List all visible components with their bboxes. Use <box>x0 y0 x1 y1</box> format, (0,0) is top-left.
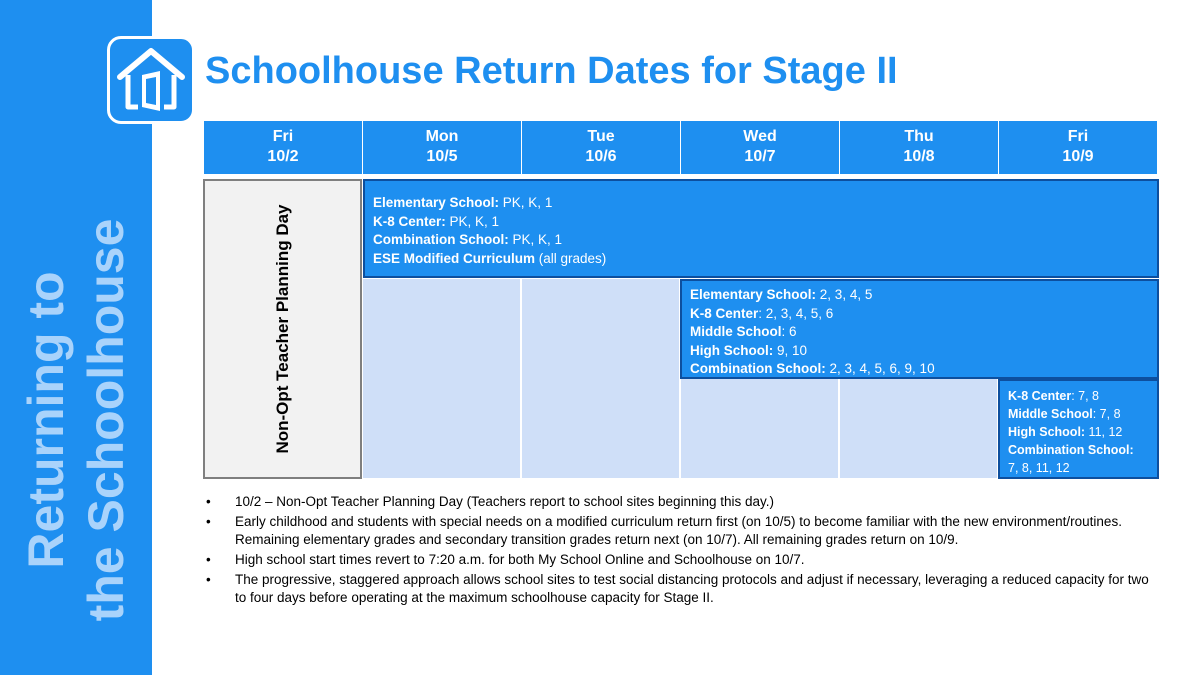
block-line: Middle School: 6 <box>690 324 797 339</box>
block-line: Combination School: PK, K, 1 <box>373 232 563 247</box>
day-name: Tue <box>587 128 615 145</box>
return-block-10-7 <box>680 279 1159 379</box>
sidebar-title <box>16 219 136 622</box>
block-line: Combination School: 2, 3, 4, 5, 6, 9, 10 <box>690 361 935 376</box>
day-header-fri-10-9 <box>998 121 1157 174</box>
empty-cell <box>839 378 998 479</box>
list-item: • High school start times revert to 7:20 a.m. for both My School Online and Schoolhouse on 10/7. <box>203 551 1163 569</box>
block-line: ESE Modified Curriculum (all grades) <box>373 250 607 266</box>
block-line: K-8 Center: 7, 8 <box>1008 389 1100 403</box>
empty-cell <box>680 378 839 479</box>
block-line: Middle School: 7, 8 <box>1008 407 1121 421</box>
return-block-10-9 <box>998 379 1159 479</box>
day-header-thu-10-8 <box>839 121 998 174</box>
list-item: • 10/2 – Non-Opt Teacher Planning Day (Teachers report to school sites beginning this day.) <box>203 493 1163 511</box>
day-name: Wed <box>743 128 777 145</box>
planning-day-label: Non-Opt Teacher Planning Day <box>272 204 292 454</box>
notes-list <box>203 493 1163 609</box>
block-line: Elementary School: 2, 3, 4, 5 <box>690 287 873 302</box>
day-header-wed-10-7 <box>680 121 839 174</box>
block-line: 7, 8, 11, 12 <box>1008 461 1070 475</box>
day-date: 10/6 <box>585 148 617 165</box>
list-item: • The progressive, staggered approach allows school sites to test social distancing protocols and adjust if necessary, leveraging a reduced capacity for two to four days before operating at the maximum schoolhouse capacity for Stage II. <box>203 571 1163 607</box>
day-name: Fri <box>272 128 294 145</box>
day-header-tue-10-6 <box>521 121 680 174</box>
day-header-fri-10-2 <box>203 121 362 174</box>
schoolhouse-logo <box>107 36 195 124</box>
day-date: 10/5 <box>426 148 458 165</box>
day-date: 10/7 <box>744 148 776 165</box>
block-line: High School: 11, 12 <box>1008 425 1123 439</box>
list-item: • Early childhood and students with special needs on a modified curriculum return first (on 10/5) to become familiar with the new environment/routines. Remaining elementary grades and secondary transition grades return next (on 10/7). All remaining grades return on 10/9. <box>203 513 1163 549</box>
block-line: Elementary School: PK, K, 1 <box>373 195 553 210</box>
empty-cell <box>362 278 521 479</box>
sidebar-title-line2: the Schoolhouse <box>78 218 134 622</box>
block-line: High School: 9, 10 <box>690 342 808 358</box>
return-block-10-5 <box>363 179 1159 278</box>
block-line: K-8 Center: PK, K, 1 <box>373 213 500 229</box>
day-date: 10/8 <box>903 148 935 165</box>
empty-cell <box>521 278 680 479</box>
page-title: Schoolhouse Return Dates for Stage II <box>205 50 898 92</box>
schoolhouse-door-icon <box>116 45 186 115</box>
day-header-mon-10-5 <box>362 121 521 174</box>
block-line: K-8 Center: 2, 3, 4, 5, 6 <box>690 305 834 321</box>
day-name: Thu <box>904 128 934 145</box>
planning-day-cell <box>203 179 362 479</box>
day-date: 10/2 <box>267 148 299 165</box>
day-date: 10/9 <box>1062 148 1094 165</box>
day-name: Fri <box>1067 128 1089 145</box>
block-line: Combination School: <box>1008 443 1134 457</box>
day-name: Mon <box>425 128 459 145</box>
sidebar-title-line1: Returning to <box>18 271 74 569</box>
